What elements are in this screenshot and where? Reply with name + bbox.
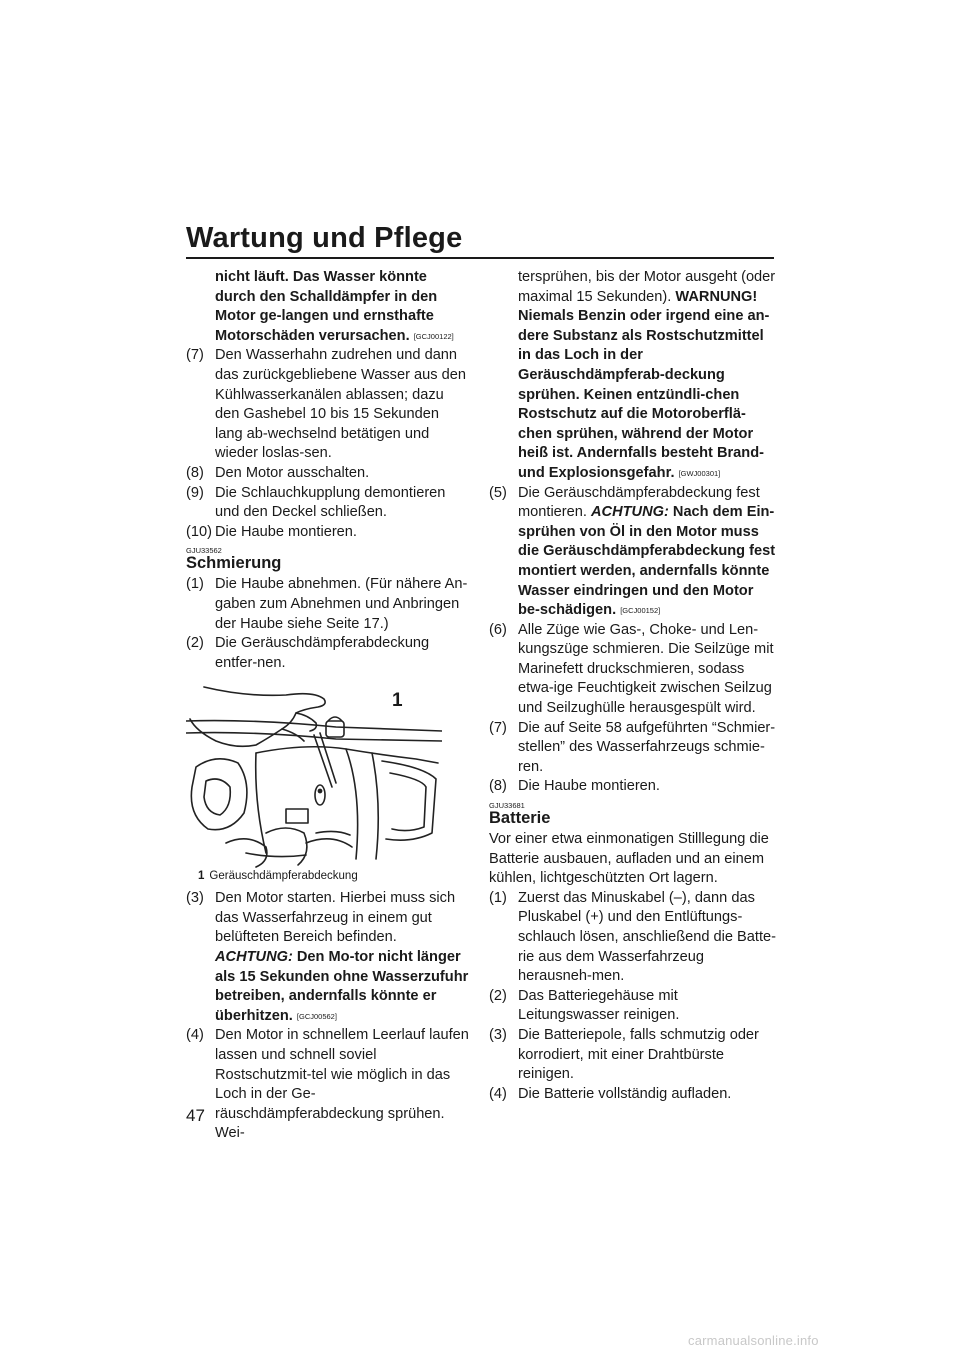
item-text: tersprühen, bis der Motor ausgeht (oder maximal 15 Sekunden). xyxy=(518,269,776,305)
item-text: Den Motor in schnellem Leerlauf laufen lassen und schnell soviel Rostschutzmit-tel wie möglich in das Loch in der Ge-räuschdämpferabdeckung sprühen. Wei- xyxy=(215,1027,469,1142)
warning-continuation-text: nicht läuft. Das Wasser könnte durch den Schalldämpfer in den Motor ge-langen und ernsthafte Motorschäden verursachen. xyxy=(215,269,438,344)
watermark: carmanualsonline.info xyxy=(688,1333,819,1348)
list-item xyxy=(186,523,470,543)
section-code: GJU33681 xyxy=(489,801,525,811)
item-number: (4) xyxy=(186,1027,204,1044)
page-title: Wartung und Pflege xyxy=(186,222,463,254)
item-text: Den Motor ausschalten. xyxy=(215,464,370,481)
caution-label: ACHTUNG: xyxy=(215,949,293,966)
ref-code: [GCJ00562] xyxy=(296,1011,337,1021)
item-text: Den Motor starten. Hierbei muss sich das Wasserfahrzeug in einem gut belüfteten Bereich befinden. xyxy=(215,890,456,946)
figure-caption xyxy=(198,869,470,883)
list-item xyxy=(489,889,777,987)
item-text: Die Batterie vollständig aufladen. xyxy=(518,1085,732,1102)
item4-continuation xyxy=(489,268,777,484)
item-number: (2) xyxy=(186,635,204,652)
item-text: Die auf Seite 58 aufgeführten “Schmier-stellen” des Wasserfahrzeugs schmie-ren. xyxy=(518,719,776,775)
caption-text: Geräuschdämpferabdeckung xyxy=(209,870,358,883)
item-number: (6) xyxy=(489,621,507,638)
item-number: (7) xyxy=(489,719,507,736)
item-text: Die Haube abnehmen. (Für nähere An-gaben zum Abnehmen und Anbringen der Haube siehe Seite 17.) xyxy=(215,576,468,632)
section-title-batterie: Batterie xyxy=(489,809,551,828)
section-title-schmierung: Schmierung xyxy=(186,554,282,573)
figure-illustration xyxy=(186,683,442,869)
item-text: Das Batteriegehäuse mit Leitungswasser reinigen. xyxy=(518,987,680,1024)
page-number: 47 xyxy=(186,1106,205,1125)
list-item xyxy=(186,889,470,1026)
right-column xyxy=(489,268,777,1104)
item-text: Die Schlauchkupplung demontieren und den Deckel schließen. xyxy=(215,484,446,521)
item-number: (7) xyxy=(186,347,204,364)
item-text: Den Wasserhahn zudrehen und dann das zurückgebliebene Wasser aus den Kühlwasserkanälen ablassen; dazu den Gashebel 10 bis 15 Sekunden lang ab-wechselnd betätigen und wieder loslas-sen. xyxy=(215,347,466,462)
item-number: (1) xyxy=(186,576,204,593)
list-item xyxy=(489,484,777,621)
warning-continuation xyxy=(186,268,470,346)
ref-code: [GCJ00152] xyxy=(620,606,661,616)
list-item xyxy=(186,346,470,464)
item-number: (3) xyxy=(186,890,204,907)
list-item xyxy=(186,464,470,484)
list-item xyxy=(186,634,470,673)
warning-text: WARNUNG! Niemals Benzin oder irgend eine an-dere Substanz als Rostschutzmittel in das Loch in der Geräuschdämpferab-deckung sprühen. Keinen entzündli-chen Rostschutz auf die Motoroberflä-chen sprühen, während der Motor heiß ist. Andernfalls besteht Brand- und Explosionsgefahr. xyxy=(518,288,770,481)
list-item xyxy=(186,575,470,634)
item-text: Die Haube montieren. xyxy=(215,523,357,540)
item-text: Zuerst das Minuskabel (–), dann das Pluskabel (+) und den Entlüftungs-schlauch lösen, anschließend die Batte-rie aus dem Wasserfahrzeug herausneh-men. xyxy=(518,889,776,985)
item-text: Die Batteriepole, falls schmutzig oder korrodiert, mit einer Drahtbürste reinigen. xyxy=(518,1026,759,1083)
caution-text: Nach dem Ein-sprühen von Öl in den Motor muss die Geräuschdämpferabdeckung fest montiert werden, andernfalls könnte Wasser eindringen und den Motor be-schädigen. xyxy=(518,504,776,619)
caption-number: 1 xyxy=(198,870,205,883)
item-number: (2) xyxy=(489,987,507,1004)
section-intro: Vor einer etwa einmonatigen Stilllegung die Batterie ausbauen, aufladen und an einem kühlen, lichtgeschützten Ort lagern. xyxy=(489,831,769,887)
item-text: Alle Züge wie Gas-, Choke- und Len-kungszüge schmieren. Die Seilzüge mit Marinefett druckschmieren, sodass etwa-ige Feuchtigkeit zwischen Seilzug und Seilzughülle herausgespült wird. xyxy=(518,621,774,717)
item-number: (3) xyxy=(489,1026,507,1043)
ref-code: [GWJ00301] xyxy=(678,468,721,478)
item-number: (1) xyxy=(489,889,507,906)
item-number: (8) xyxy=(186,464,204,481)
ref-code: [GCJ00122] xyxy=(413,331,454,341)
item-number: (9) xyxy=(186,484,204,501)
list-item xyxy=(489,987,777,1026)
list-item xyxy=(489,1026,777,1085)
list-item xyxy=(186,484,470,523)
section-code: GJU33562 xyxy=(186,546,222,556)
list-item xyxy=(186,1026,470,1144)
item-number: (10) xyxy=(186,523,212,540)
list-item xyxy=(489,621,777,719)
item-number: (4) xyxy=(489,1085,507,1102)
figure-callout-label: 1 xyxy=(392,690,403,712)
item-number: (5) xyxy=(489,484,507,501)
caution-label: ACHTUNG: xyxy=(591,504,669,521)
item-text: Die Geräuschdämpferabdeckung fest montieren. xyxy=(518,484,760,521)
figure-silencer-cover xyxy=(186,683,442,869)
item-text: Die Haube montieren. xyxy=(518,778,660,795)
list-item xyxy=(489,1085,777,1105)
caution-text: Den Mo-tor nicht länger als 15 Sekunden ohne Wasserzufuhr betreiben, andernfalls könnte er überhitzen. xyxy=(215,949,469,1024)
list-item xyxy=(489,777,777,797)
item-number: (8) xyxy=(489,778,507,795)
list-item xyxy=(489,719,777,778)
item-text: Die Geräuschdämpferabdeckung entfer-nen. xyxy=(215,635,430,671)
left-column xyxy=(186,268,470,1144)
header-rule xyxy=(186,257,774,259)
